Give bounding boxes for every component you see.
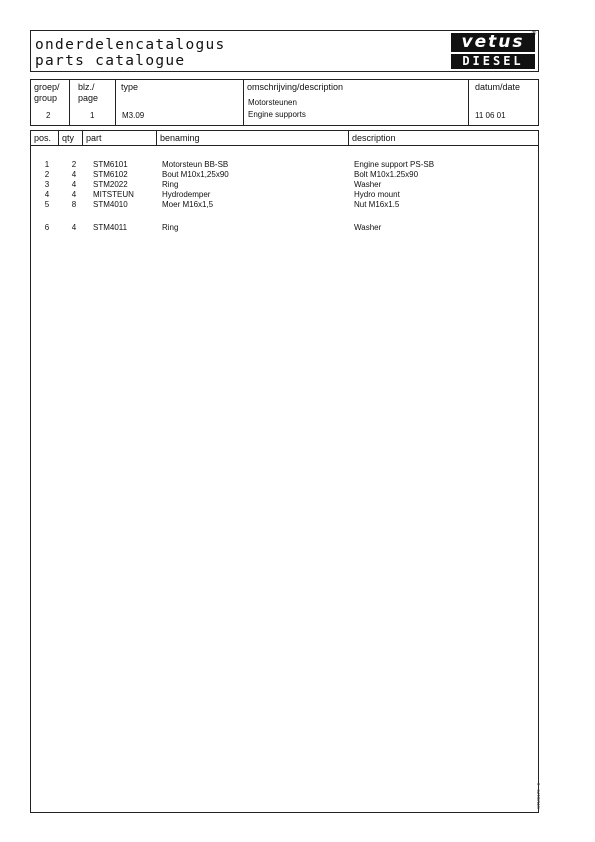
page-value: 1 xyxy=(90,111,95,120)
description-nl: Motorsteunen xyxy=(248,98,297,107)
column-header-description: description xyxy=(352,133,396,143)
logo-sub: DIESEL xyxy=(451,54,535,69)
part-qty: 4 xyxy=(71,190,77,199)
part-qty: 4 xyxy=(71,180,77,189)
page-header-en: page xyxy=(78,93,99,103)
part-qty: 2 xyxy=(71,160,77,169)
group-value: 2 xyxy=(46,111,51,120)
parts-row xyxy=(31,223,540,233)
document-code-text: STM0179 - 6 - xyxy=(535,780,541,809)
part-pos: 2 xyxy=(44,170,50,179)
part-benaming: Ring xyxy=(162,223,179,232)
page-header-nl: blz./ xyxy=(78,82,95,92)
column-header-benaming: benaming xyxy=(157,131,349,145)
part-benaming: Moer M16x1,5 xyxy=(162,200,214,209)
part-description: Nut M16x1.5 xyxy=(354,200,400,209)
vetus-diesel-logo xyxy=(451,30,537,69)
column-header-pos: pos. xyxy=(31,131,59,145)
part-qty: 8 xyxy=(71,200,77,209)
logo-brand: vetus xyxy=(451,33,535,52)
group-cell xyxy=(31,80,70,125)
group-header-nl: groep/ xyxy=(34,82,60,92)
part-number: STM2022 xyxy=(93,180,128,189)
parts-table-header xyxy=(30,130,539,146)
part-pos: 5 xyxy=(44,200,50,209)
description-en: Engine supports xyxy=(248,110,306,119)
parts-row xyxy=(31,160,540,170)
part-number: STM6101 xyxy=(93,160,128,169)
part-benaming: Ring xyxy=(162,180,179,189)
part-number: STM4011 xyxy=(93,223,128,232)
part-description: Washer xyxy=(354,223,382,232)
part-description: Hydro mount xyxy=(354,190,400,199)
part-number: STM6102 xyxy=(93,170,128,179)
part-pos: 1 xyxy=(44,160,50,169)
parts-row xyxy=(31,200,540,210)
part-benaming: Motorsteun BB-SB xyxy=(162,160,229,169)
part-pos: 4 xyxy=(44,190,50,199)
type-header: type xyxy=(121,82,139,92)
part-description: Engine support PS-SB xyxy=(354,160,435,169)
parts-list xyxy=(30,146,539,813)
registered-mark: ® xyxy=(531,30,537,37)
part-pos: 6 xyxy=(44,223,50,232)
type-value: M3.09 xyxy=(122,111,145,120)
part-description: Washer xyxy=(354,180,382,189)
page-cell xyxy=(70,80,116,125)
date-value: 11 06 01 xyxy=(475,111,506,120)
parts-row xyxy=(31,170,540,180)
document-code xyxy=(535,778,546,818)
catalogue-title-english: parts catalogue xyxy=(35,53,186,69)
parts-row xyxy=(31,190,540,200)
column-header-part: part xyxy=(83,131,157,145)
part-qty: 4 xyxy=(71,170,77,179)
part-description: Bolt M10x1.25x90 xyxy=(354,170,419,179)
type-cell xyxy=(116,80,244,125)
parts-row xyxy=(31,180,540,190)
date-header: datum/date xyxy=(475,82,521,92)
part-benaming: Hydrodemper xyxy=(162,190,211,199)
part-number: STM4010 xyxy=(93,200,128,209)
description-cell xyxy=(244,80,469,125)
date-cell xyxy=(469,80,538,125)
part-number: MITSTEUN xyxy=(93,190,134,199)
catalogue-title-dutch: onderdelencatalogus xyxy=(35,37,226,53)
part-qty: 4 xyxy=(71,223,77,232)
column-header-qty: qty xyxy=(59,131,83,145)
group-header-en: group xyxy=(34,93,58,103)
part-pos: 3 xyxy=(44,180,50,189)
part-benaming: Bout M10x1,25x90 xyxy=(162,170,229,179)
description-header: omschrijving/description xyxy=(247,82,344,92)
info-table xyxy=(30,79,539,126)
